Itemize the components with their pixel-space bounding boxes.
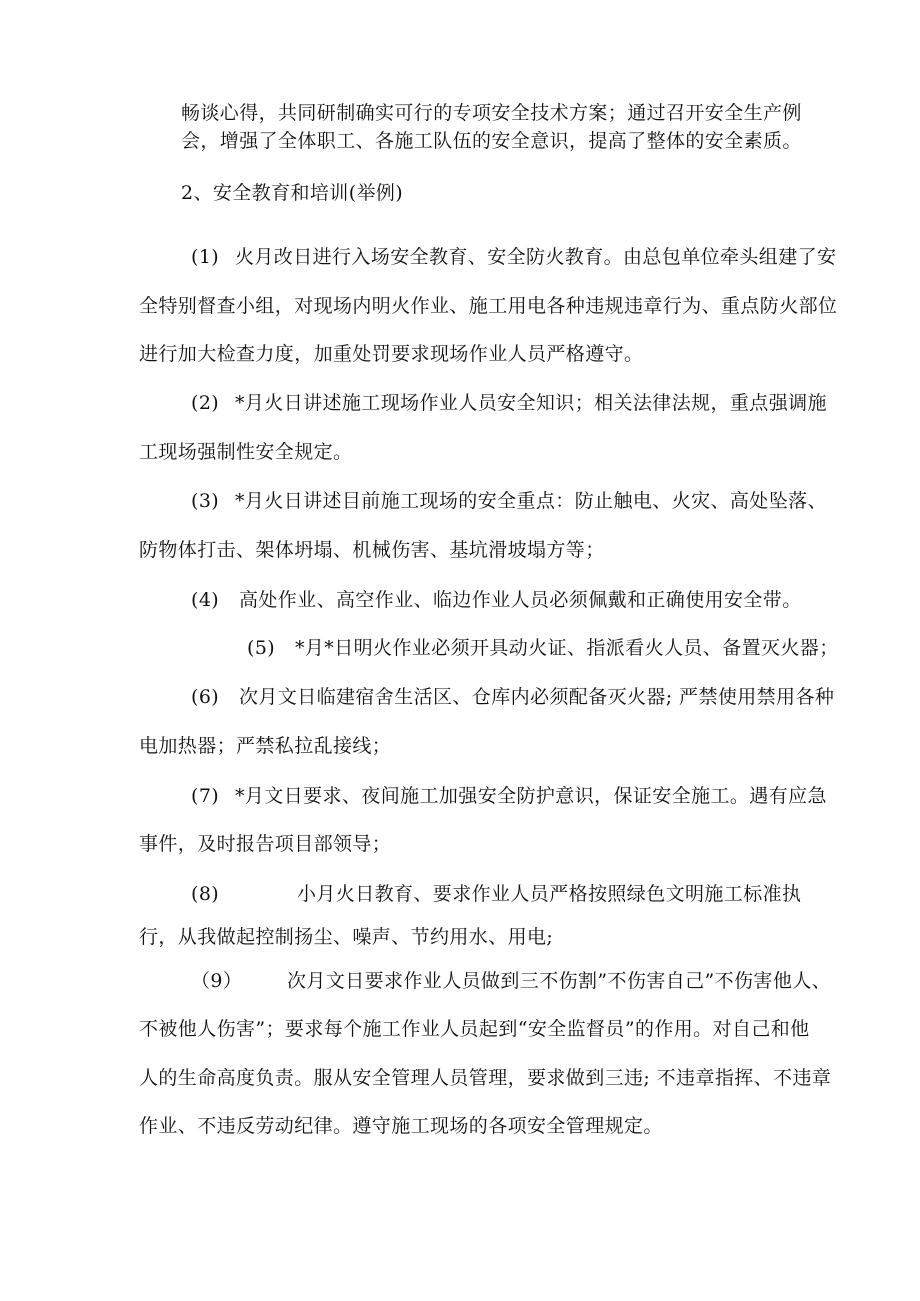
item-text: 次月文日要求作业人员做到三不伤割”不伤害自己”不伤害他人、: [287, 970, 832, 992]
list-item-7-line-2: 事件，及时报告项目部领导；: [139, 833, 392, 855]
intro-line-1: 畅谈心得，共同研制确实可行的专项安全技术方案；通过召开安全生产例: [181, 102, 802, 124]
item-text: *月*日明火作业必须开具动火证、指派看火人员、备置灭火器；: [295, 637, 839, 659]
item-number: （9）: [191, 970, 243, 992]
list-item-3-line-2: 防物体打击、架体坍塌、机械伤害、基坑滑坡塌方等；: [139, 539, 605, 561]
item-text: 次月文日临建宿舍生活区、仓库内必须配备灭火器; 严禁使用禁用各种: [239, 686, 835, 708]
item-text: *月火日讲述目前施工现场的安全重点：防止触电、火灾、高处坠落、: [235, 490, 827, 512]
list-item-9-line-2: 不被他人伤害”；要求每个施工作业人员起到“安全监督员”的作用。对自己和他: [139, 1018, 810, 1040]
item-text: *月火日讲述施工现场作业人员安全知识；相关法律法规，重点强调施: [235, 392, 827, 414]
item-text: *月文日要求、夜间施工加强安全防护意识，保证安全施工。遇有应急: [235, 785, 827, 807]
list-item-8-line-1: [191, 882, 801, 906]
item-text: 小月火日教育、要求作业人员严格按照绿色文明施工标准执: [297, 883, 802, 905]
item-number: (3): [191, 490, 220, 512]
list-item-6-line-1: [191, 685, 834, 709]
list-item-2-line-1: [191, 391, 827, 415]
list-item-8-line-2: 行，从我做起控制扬尘、噪声、节约用水、用电;: [139, 926, 554, 948]
item-number: (2): [191, 392, 220, 414]
section-heading: 2、安全教育和培训(举例): [181, 182, 404, 204]
list-item-9-line-4: 作业、不违反劳动纪律。遵守施工现场的各项安全管理规定。: [139, 1115, 663, 1137]
list-item-6-line-2: 电加热器；严禁私拉乱接线；: [139, 735, 392, 757]
list-item-1-line-3: 进行加大检查力度，加重处罚要求现场作业人员严格遵守。: [139, 343, 644, 365]
list-item-4-line-1: [191, 588, 802, 612]
list-item-9-line-1: [191, 969, 831, 993]
list-item-5-line-1: [247, 636, 839, 660]
list-item-2-line-2: 工现场强制性安全规定。: [139, 441, 353, 463]
item-number: (6): [191, 686, 220, 708]
list-item-7-line-1: [191, 784, 827, 808]
list-item-1-line-1: [191, 245, 836, 269]
item-text: 高处作业、高空作业、临边作业人员必须佩戴和正确使用安全带。: [239, 589, 802, 611]
list-item-1-line-2: 全特别督查小组，对现场内明火作业、施工用电各种违规违章行为、重点防火部位: [139, 295, 838, 317]
item-number: (8): [191, 883, 220, 905]
item-number: (1): [191, 246, 220, 268]
item-number: (4): [191, 589, 220, 611]
item-number: (5): [247, 637, 276, 659]
list-item-3-line-1: [191, 489, 827, 513]
item-text: 火月改日进行入场安全教育、安全防火教育。由总包单位牵头组建了安: [235, 246, 837, 268]
intro-line-2: 会，增强了全体职工、各施工队伍的安全意识，提高了整体的安全素质。: [181, 130, 802, 152]
list-item-9-line-3: 人的生命高度负责。服从安全管理人员管理，要求做到三违; 不违章指挥、不违章: [139, 1067, 832, 1089]
item-number: (7): [191, 785, 220, 807]
